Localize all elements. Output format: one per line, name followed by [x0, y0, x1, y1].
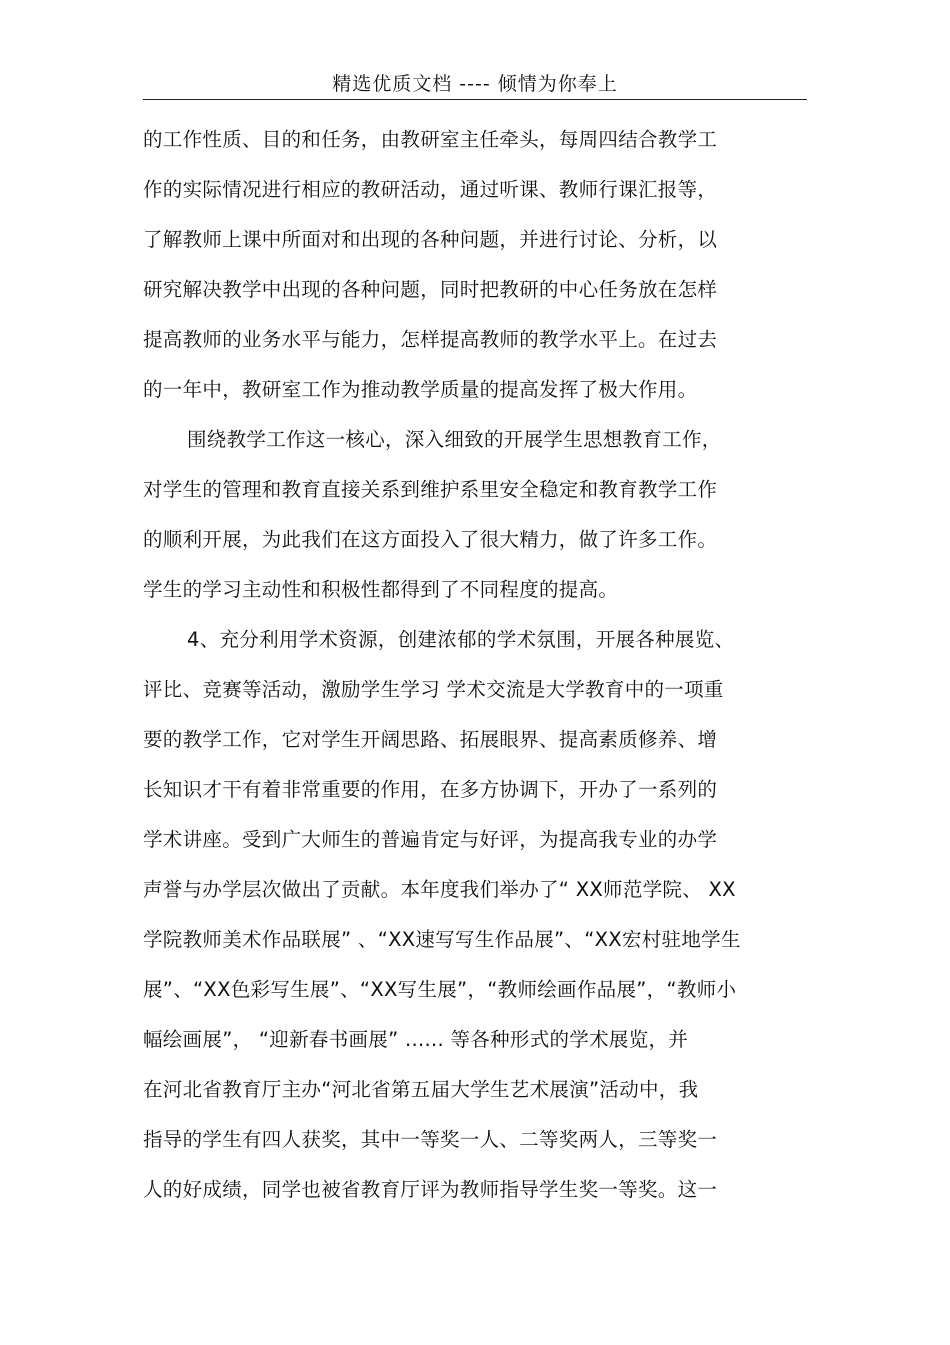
- text-line: 人的好成绩，同学也被省教育厅评为教师指导学生奖一等奖。这一: [143, 1178, 718, 1201]
- text-line: 对学生的管理和教育直接关系到维护系里安全稳定和教育教学工作: [143, 478, 718, 501]
- text-line: 长知识才干有着非常重要的作用，在多方协调下，开办了一系列的: [143, 778, 718, 801]
- text-line: 了解教师上课中所面对和出现的各种问题，并进行讨论、分析，以: [143, 228, 718, 251]
- text-line: 学生的学习主动性和积极性都得到了不同程度的提高。: [143, 578, 619, 601]
- document-body: [143, 115, 823, 1215]
- text-line: 学术讲座。受到广大师生的普遍肯定与好评，为提高我专业的办学: [143, 828, 718, 851]
- text-line: 提高教师的业务水平与能力，怎样提高教师的教学水平上。在过去: [143, 328, 718, 351]
- text-line: 研究解决教学中出现的各种问题，同时把教研的中心任务放在怎样: [143, 278, 718, 301]
- text-line: 幅绘画展”， “迎新春书画展” ...... 等各种形式的学术展览，并: [143, 1028, 689, 1051]
- text-line: 评比、竞赛等活动，激励学生学习 学术交流是大学教育中的一项重: [143, 678, 724, 701]
- header-divider: [143, 99, 807, 100]
- text-line: 的工作性质、目的和任务，由教研室主任牵头，每周四结合教学工: [143, 128, 718, 151]
- text-line: 的一年中，教研室工作为推动教学质量的提高发挥了极大作用。: [143, 378, 698, 401]
- text-line: 要的教学工作，它对学生开阔思路、拓展眼界、提高素质修养、增: [143, 728, 718, 751]
- text-line: 指导的学生有四人获奖，其中一等奖一人、二等奖两人，三等奖一: [143, 1128, 718, 1151]
- text-line: 的顺利开展，为此我们在这方面投入了很大精力，做了许多工作。: [143, 528, 718, 551]
- page-header: 精选优质文档 ---- 倾情为你奉上: [332, 73, 618, 95]
- text-line: 作的实际情况进行相应的教研活动，通过听课、教师行课汇报等，: [143, 178, 718, 201]
- paragraph-first-line: 围绕教学工作这一核心，深入细致的开展学生思想教育工作，: [187, 428, 722, 451]
- text-line: 声誉与办学层次做出了贡献。本年度我们举办了“ XX师范学院、 XX: [143, 878, 736, 901]
- text-line: 展”、“XX色彩写生展”、“XX写生展”，“教师绘画作品展”，“教师小: [143, 978, 737, 1001]
- text-line: 学院教师美术作品联展” 、“XX速写写生作品展”、“XX宏村驻地学生: [143, 928, 741, 951]
- text-line: 在河北省教育厅主办“河北省第五届大学生艺术展演”活动中，我: [143, 1078, 699, 1101]
- paragraph-first-line: 4、充分利用学术资源，创建浓郁的学术氛围，开展各种展览、: [187, 628, 735, 651]
